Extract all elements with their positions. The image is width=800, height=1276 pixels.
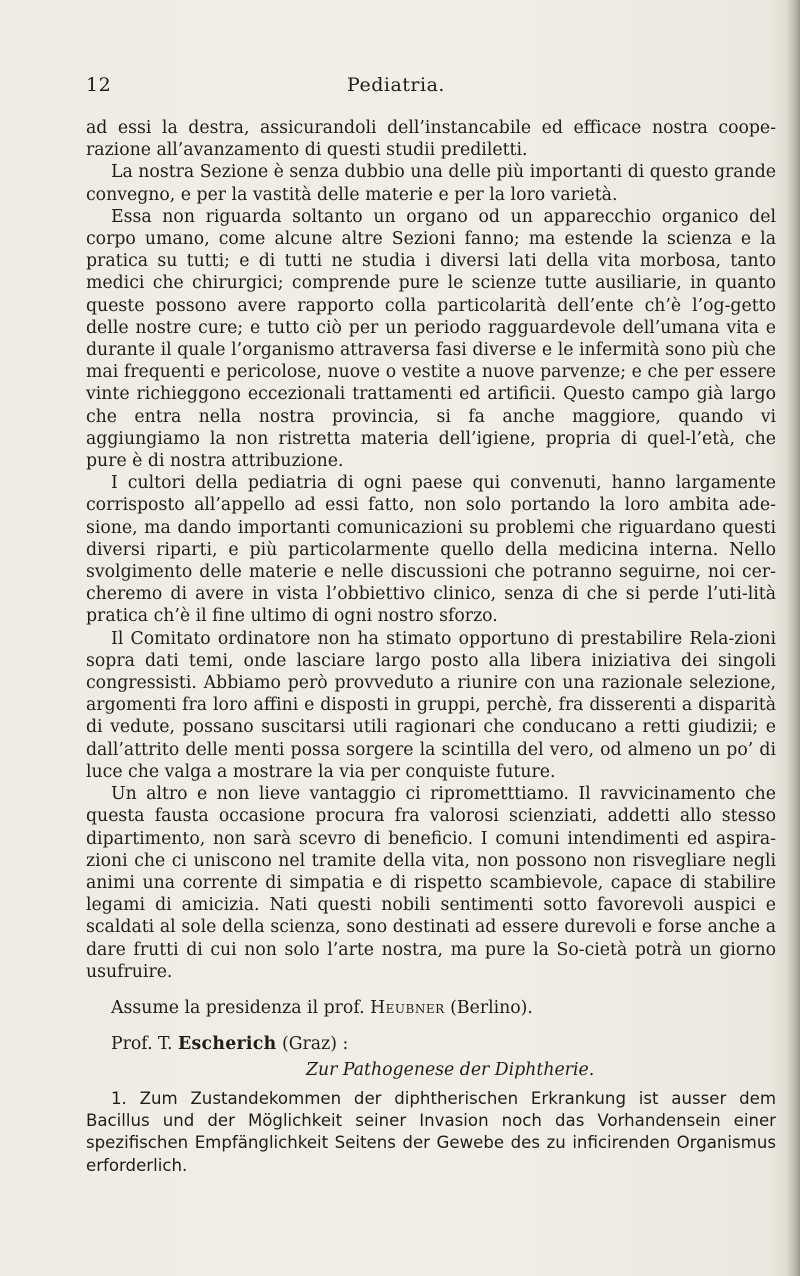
presidency-suffix: (Berlino). bbox=[450, 997, 533, 1018]
speaker-prefix: Prof. T. bbox=[111, 1034, 173, 1055]
body-text bbox=[86, 117, 776, 1177]
paragraph-committee: Il Comitato ordinatore non ha stimato opportuno di prestabilire Rela-zioni sopra dati temi, onde lasciare largo posto alla libera iniziativa dei singoli congressisti. Abbiamo però provveduto a riunire con una razionale selezione, argomenti fra loro affini e disposti in gruppi, perchè, fra disserenti a disparità di vedute, possano suscitarsi utili ragionari che conducano a retti giudizii; e dall’attrito delle menti possa sorgere la scintilla del vero, od almeno un po’ di luce che valga a mostrare la via per conquiste future. bbox=[86, 628, 776, 782]
page-number: 12 bbox=[86, 74, 112, 96]
paragraph-section-importance: La nostra Sezione è senza dubbio una delle più importanti di questo grande convegno, e per la vastità delle materie e per la loro varietà. bbox=[86, 162, 776, 205]
paragraph-participants: I cultori della pediatria di ogni paese qui convenuti, hanno largamente corrisposto all’appello ad essi fatto, non solo portando la loro ambita ade-sione, ma dando importanti comunicazioni su problemi che riguardano questi diversi riparti, e più particolarmente quello della medicina interna. Nello svolgimento delle materie e nelle discussioni che potranno seguirne, noi cer-cheremo di avere in vista l’obbiettivo clinico, senza di che si perde l’uti-lità pratica ch’è il fine ultimo di ogni nostro sforzo. bbox=[86, 473, 776, 627]
page-header bbox=[86, 74, 706, 102]
running-title: Pediatria. bbox=[347, 74, 445, 96]
president-name: Heubner bbox=[370, 997, 445, 1018]
paragraph-advantage: Un altro e non lieve vantaggio ci riprometttiamo. Il ravvicinamento che questa fausta occasione procura fra valorosi scienziati, addetti allo stesso dipartimento, non sarà scevro di beneficio. I comuni intendimenti ed aspira-zioni che ci uniscono nel tramite della vita, non possono non risvegliare negli animi una corrente di simpatia e di rispetto scambievole, capace di stabilire legami di amicizia. Nati questi nobili sentimenti sotto favorevoli auspici e scaldati al sole della scienza, sono destinati ad essere durevoli e forse anche a dare frutti di cui non solo l’arte nostra, ma pure la So-cietà potrà un giorno usufruire. bbox=[86, 784, 776, 982]
speaker-name: Escherich bbox=[178, 1034, 277, 1055]
presidency-line bbox=[86, 997, 776, 1019]
talk-title: Zur Pathogenese der Diphtherie. bbox=[306, 1060, 595, 1081]
presidency-prefix: Assume la presidenza il prof. bbox=[111, 997, 365, 1018]
german-paragraph: 1. Zum Zustandekommen der diphtherischen Erkrankung ist ausser dem Bacillus und der Möglichkeit seiner Invasion noch das Vorhandensein einer spezifischen Empfänglichkeit Seitens der Gewebe des zu inficirenden Organismus erforderlich. bbox=[86, 1088, 776, 1175]
speaker-affiliation: (Graz) : bbox=[282, 1034, 349, 1055]
speaker-line bbox=[86, 1033, 776, 1055]
paragraph-section-scope: Essa non riguarda soltanto un organo od un apparecchio organico del corpo umano, come alcune altre Sezioni fanno; ma estende la scienza e la pratica su tutti; e di tutti ne studia i diversi lati della vita morbosa, tanto medici che chirurgici; comprende pure le scienze tutte ausiliarie, in quanto queste possono avere rapporto colla particolarità dell’ente ch’è l’og-getto delle nostre cure; e tutto ciò per un periodo ragguardevole dell’umana vita e durante il quale l’organismo attraversa fasi diverse e le infermità sono più che mai frequenti e pericolose, nuove o vestite a nuove parvenze; e che per essere vinte richieggono eccezionali trattamenti ed artificii. Questo campo già largo che entra nella nostra provincia, si fa anche maggiore, quando vi aggiungiamo la non ristretta materia dell’igiene, propria di quel-l’età, che pure è di nostra attribuzione. bbox=[86, 206, 776, 472]
paragraph-continuation: ad essi la destra, assicurandoli dell’instancabile ed efficace nostra coope-razione all’avanzamento di questi studii prediletti. bbox=[86, 118, 776, 161]
page-edge-shadow bbox=[786, 0, 800, 1276]
